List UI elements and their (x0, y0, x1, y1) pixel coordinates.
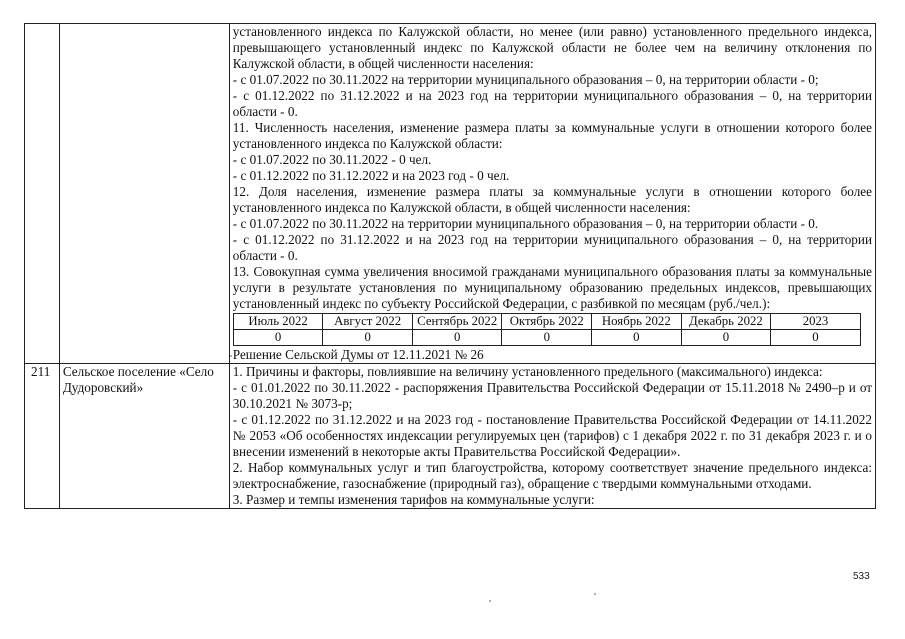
table-header-cell: Декабрь 2022 (681, 314, 771, 330)
text-line: 12. Доля населения, изменение размера платы за коммунальные услуги в отношении которого более установленного индекса по Калужской области, в общей численности населения: (232, 184, 872, 215)
text-line: 13. Совокупная сумма увеличения вносимой гражданами муниципального образования платы за коммунальные услуги в результате установления по муниципальному образованию предельных индексов, превышающих установленный индекс по субъекту Российской Федерации, с разбивкой по месяцам (руб./чел.): (232, 264, 872, 311)
table-cell: 0 (323, 330, 413, 346)
text-line: 11. Численность населения, изменение размера платы за коммунальные услуги в отношении которого более установленного индекса по Калужской области: (232, 120, 872, 151)
scan-speck (230, 355, 232, 357)
table-header-cell: Октябрь 2022 (502, 314, 592, 330)
table-header-cell: 2023 (771, 314, 861, 330)
text-line: - с 01.07.2022 по 30.11.2022 на территории муниципального образования – 0, на территории области - 0. (232, 216, 819, 231)
index-table (24, 23, 876, 509)
table-header-row (233, 314, 860, 330)
table-cell: 0 (412, 330, 502, 346)
text-line: установленного индекса по Калужской области, но менее (или равно) установленного предельного индекса, превышающего установленный индекс по Калужской области не более чем на величину отклонения по Калужской области, в общей численности населения: (232, 24, 872, 71)
decision-line: Решение Сельской Думы от 12.11.2021 № 26 (232, 347, 484, 362)
table-header-cell: Август 2022 (323, 314, 413, 330)
table-cell: 0 (592, 330, 682, 346)
scan-speck (594, 593, 596, 595)
table-row (25, 364, 876, 509)
table-row (25, 24, 876, 364)
row-number-cell (25, 24, 60, 364)
table-header-cell: Июль 2022 (233, 314, 323, 330)
text-line: - с 01.01.2022 по 30.11.2022 - распоряжения Правительства Российской Федерации от 15.11.2018 № 2490–р и от 30.10.2021 № 3073-р; (232, 380, 872, 411)
table-cell: 0 (502, 330, 592, 346)
municipality-cell: Сельское поселение «Село Дудоровский» (59, 364, 229, 509)
text-line: - с 01.12.2022 по 31.12.2022 и на 2023 год на территории муниципального образования – 0, на территории области - 0. (232, 88, 872, 119)
info-cell (229, 364, 875, 509)
table-cell: 0 (233, 330, 323, 346)
info-cell (229, 24, 875, 364)
text-line: 3. Размер и темпы изменения тарифов на коммунальные услуги: (232, 492, 595, 507)
table-header-cell: Сентябрь 2022 (412, 314, 502, 330)
text-line: - с 01.07.2022 по 30.11.2022 на территории муниципального образования – 0, на территории области - 0; (232, 72, 819, 87)
table-cell: 0 (681, 330, 771, 346)
text-line: 1. Причины и факторы, повлиявшие на величину установленного предельного (максимального) индекса: (232, 364, 823, 379)
table-cell: 0 (771, 330, 861, 346)
table-header-cell: Ноябрь 2022 (592, 314, 682, 330)
monthly-sum-table (233, 313, 861, 346)
municipality-cell (59, 24, 229, 364)
text-line: - с 01.12.2022 по 31.12.2022 и на 2023 год - постановление Правительства Российской Федерации от 14.11.2022 № 2053 «Об особенностях индексации регулируемых цен (тарифов) с 1 декабря 2022 г. по 31 декабря 2023 г. и о внесении изменений в некоторые акты Правительства Российской Федерации». (232, 412, 872, 459)
text-line: - с 01.07.2022 по 30.11.2022 - 0 чел. (232, 152, 432, 167)
scan-speck (489, 600, 491, 602)
text-line: 2. Набор коммунальных услуг и тип благоустройства, которому соответствует значение предельного индекса: электроснабжение, газоснабжение (природный газ), обращение с твердыми коммунальными отходами. (232, 460, 872, 491)
row-number-cell: 211 (25, 364, 60, 509)
text-line: - с 01.12.2022 по 31.12.2022 и на 2023 год - 0 чел. (232, 168, 510, 183)
table-row (233, 330, 860, 346)
page-number: 533 (853, 571, 870, 582)
text-line: - с 01.12.2022 по 31.12.2022 и на 2023 год на территории муниципального образования – 0, на территории области - 0. (232, 232, 872, 263)
